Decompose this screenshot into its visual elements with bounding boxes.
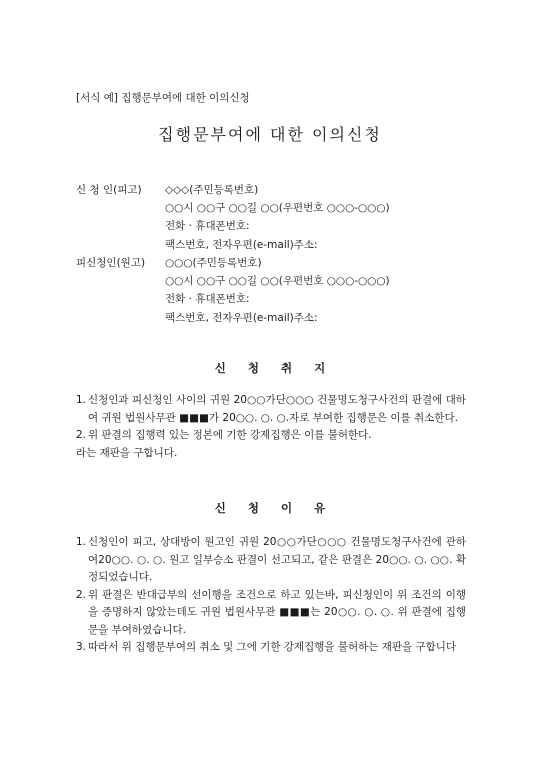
reasons-item — [76, 534, 466, 587]
reasons-heading: 신 청 이 유 — [214, 501, 326, 515]
applicant-name: ◇◇◇(주민등록번호) — [165, 184, 259, 196]
purpose-item-number: 2. — [76, 429, 87, 441]
applicant-role: 신 청 인(피고) — [76, 184, 142, 196]
purpose-item-number: 1. — [76, 394, 87, 406]
applicant-phone: 전화 · 휴대폰번호: — [165, 220, 250, 233]
applicant-address-row — [76, 199, 476, 217]
applicant-phone-row — [76, 217, 476, 235]
respondent-phone-row — [76, 290, 476, 308]
respondent-name-row — [76, 254, 476, 272]
purpose-item — [76, 392, 466, 427]
reasons-item — [76, 639, 466, 657]
applicant-name-row — [76, 181, 476, 199]
reasons-item-number: 2. — [76, 588, 87, 601]
respondent-block — [76, 254, 476, 327]
reasons-item-text: 위 판결은 반대급부의 선이행을 조건으로 하고 있는바, 피신청인이 위 조건의 이행을 증명하지 않았는데도 귀원 법원사무관 ■■■는 20○○. ○. ○. 위 판결에 집행문을 부여하였습니다. — [88, 588, 466, 636]
respondent-fax-email: 팩스번호, 전자우편(e-mail)주소: — [165, 311, 318, 324]
purpose-clauses — [76, 392, 466, 462]
respondent-fax-row — [76, 309, 476, 327]
reasons-item-text: 따라서 위 집행문부여의 취소 및 그에 기한 강제집행을 불허하는 재판을 구합니다 — [88, 641, 457, 653]
applicant-fax-row — [76, 236, 476, 254]
purpose-item-text: 신청인과 피신청인 사이의 귀원 20○○가단○○○ 건물명도청구사건의 판결에 대하여 귀원 법원사무관 ■■■가 20○○. ○. ○.자로 부여한 집행문은 이를 취소한다. — [88, 394, 466, 424]
reasons-item-text: 신청인이 피고, 상대방이 원고인 귀원 20○○가단○○○ 건물명도청구사건에 관하여20○○. ○. ○. 원고 일부승소 판결이 선고되고, 같은 판결은 20○○. ○. ○○. 확정되었습니다. — [88, 536, 466, 583]
applicant-address: ○○시 ○○구 ○○길 ○○(우편번호 ○○○-○○○) — [165, 202, 390, 215]
purpose-heading: 신 청 취 지 — [214, 361, 326, 375]
purpose-item — [76, 427, 466, 445]
reasons-clauses — [76, 534, 466, 657]
respondent-role: 피신청인(원고) — [76, 257, 146, 269]
reasons-item — [76, 587, 466, 640]
applicant-block — [76, 181, 476, 254]
reasons-item-number: 1. — [76, 536, 87, 548]
respondent-address-row — [76, 272, 476, 290]
respondent-name: ○○○(주민등록번호) — [165, 257, 262, 269]
respondent-address: ○○시 ○○구 ○○길 ○○(우편번호 ○○○-○○○) — [165, 275, 390, 288]
reasons-item-number: 3. — [76, 641, 87, 653]
form-label: [서식 예] 집행문부여에 대한 이의신청 — [76, 92, 250, 104]
document-title: 집행문부여에 대한 이의신청 — [158, 125, 382, 144]
purpose-item-text: 위 판결의 집행력 있는 정본에 기한 강제집행은 이를 불허한다. — [88, 429, 372, 441]
applicant-fax-email: 팩스번호, 전자우편(e-mail)주소: — [165, 238, 318, 251]
respondent-phone: 전화 · 휴대폰번호: — [165, 293, 250, 306]
purpose-closing: 라는 재판을 구합니다. — [76, 446, 178, 459]
